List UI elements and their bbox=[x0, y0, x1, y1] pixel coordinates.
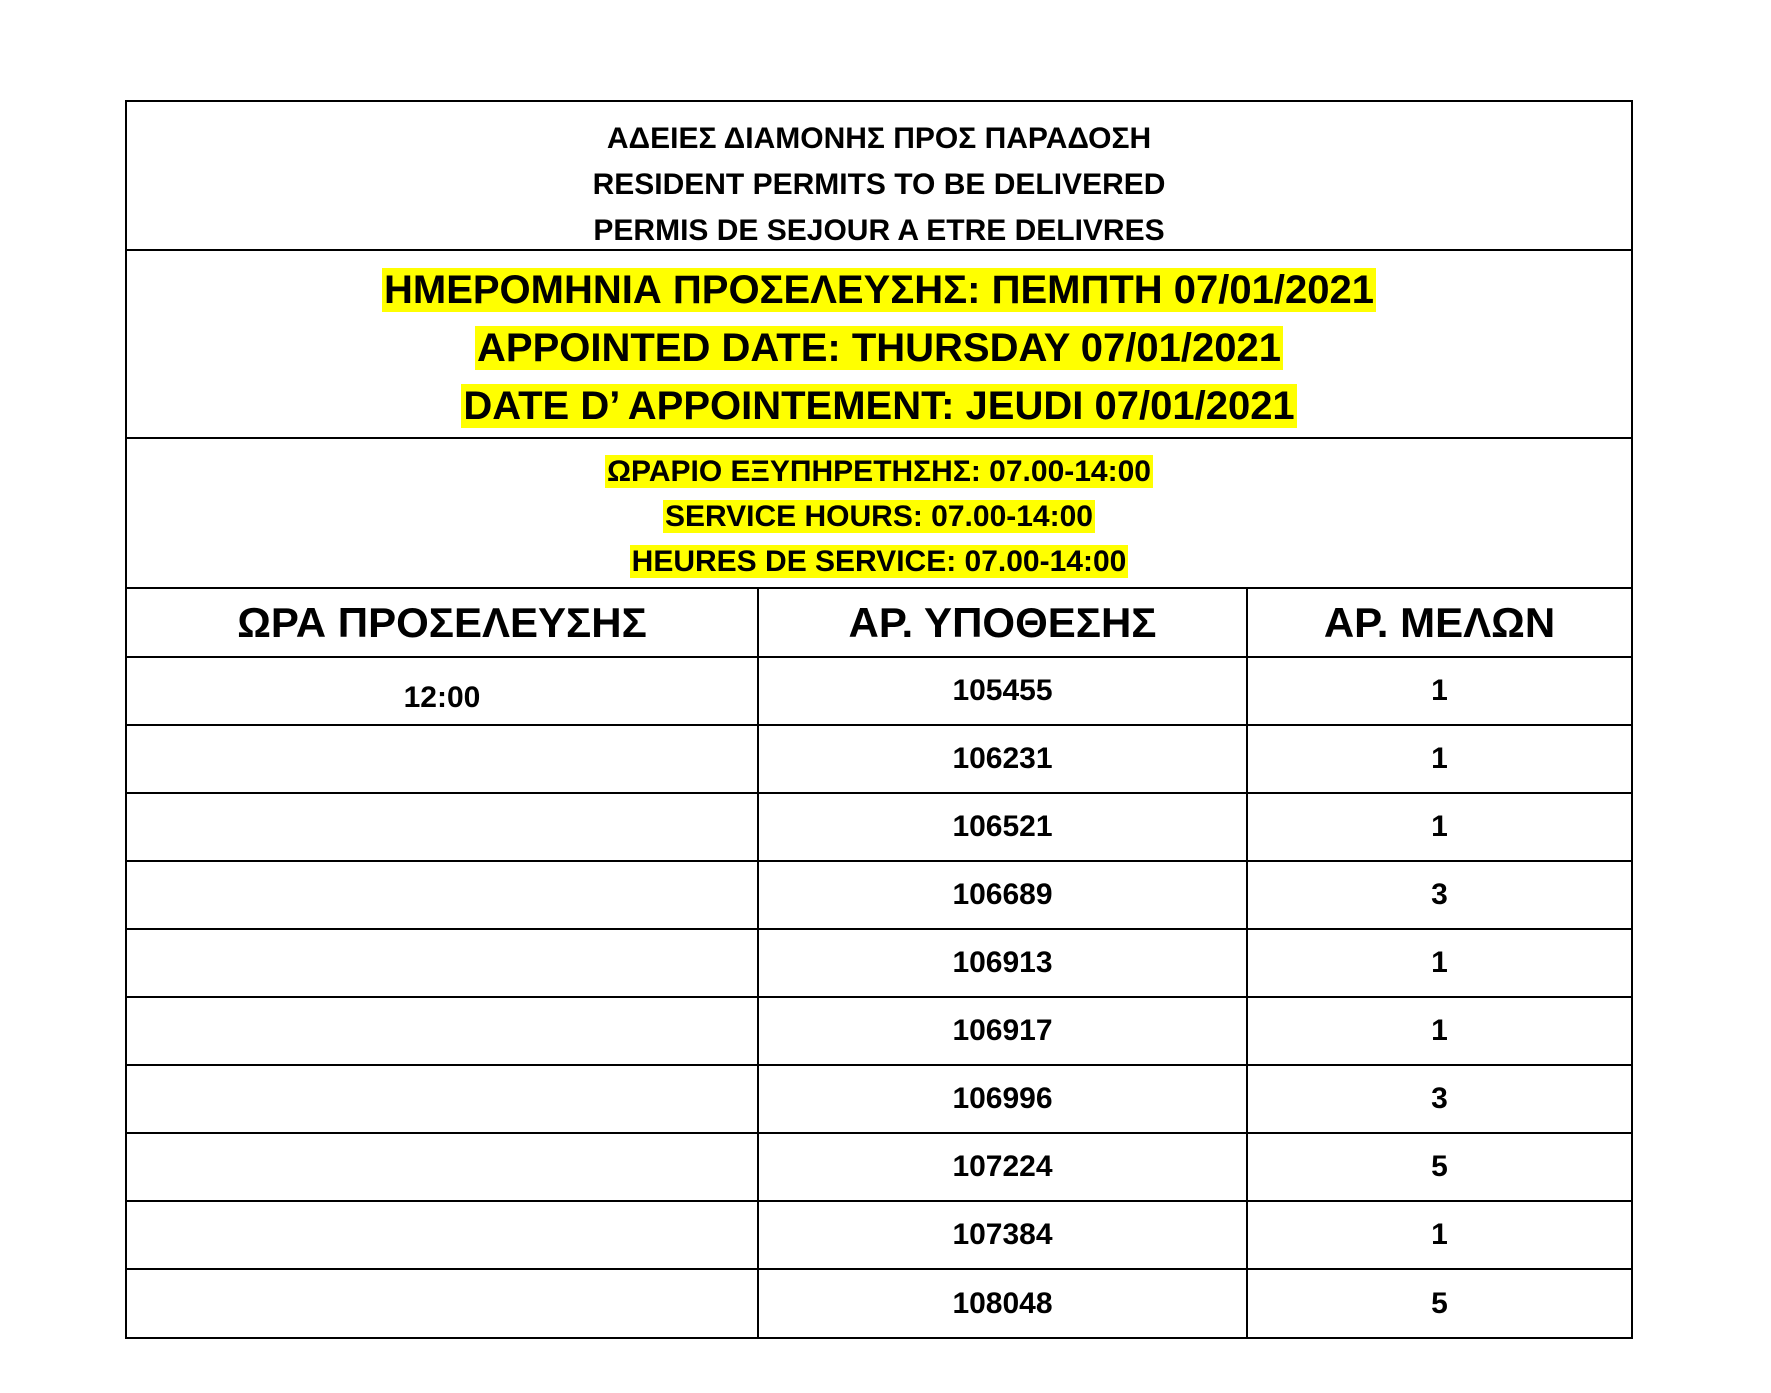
members-cell: 1 bbox=[1247, 657, 1631, 725]
date-english: APPOINTED DATE: THURSDAY 07/01/2021 bbox=[477, 326, 1281, 370]
members-cell: 1 bbox=[1247, 793, 1631, 861]
table-row bbox=[127, 997, 1631, 1065]
time-cell bbox=[127, 929, 758, 997]
case-number-cell: 106917 bbox=[758, 997, 1247, 1065]
table-row bbox=[127, 1133, 1631, 1201]
table-row bbox=[127, 929, 1631, 997]
table-row bbox=[127, 1065, 1631, 1133]
table-row bbox=[127, 725, 1631, 793]
date-french: DATE D’ APPOINTEMENT: JEUDI 07/01/2021 bbox=[463, 384, 1295, 428]
members-cell: 3 bbox=[1247, 1065, 1631, 1133]
case-number-cell: 106231 bbox=[758, 725, 1247, 793]
time-cell bbox=[127, 1201, 758, 1269]
case-number-cell: 106913 bbox=[758, 929, 1247, 997]
members-cell: 5 bbox=[1247, 1133, 1631, 1201]
time-cell bbox=[127, 861, 758, 929]
members-cell: 1 bbox=[1247, 725, 1631, 793]
case-number-cell: 106521 bbox=[758, 793, 1247, 861]
case-number-cell: 106996 bbox=[758, 1065, 1247, 1133]
table-row bbox=[127, 1201, 1631, 1269]
time-cell bbox=[127, 1065, 758, 1133]
hours-english: SERVICE HOURS: 07.00-14:00 bbox=[665, 500, 1093, 533]
title-french: PERMIS DE SEJOUR A ETRE DELIVRES bbox=[593, 214, 1165, 247]
table-header-row bbox=[127, 589, 1631, 657]
column-header-case-number: ΑΡ. ΥΠΟΘΕΣΗΣ bbox=[758, 589, 1247, 657]
permits-document bbox=[125, 100, 1633, 1339]
case-number-cell: 107224 bbox=[758, 1133, 1247, 1201]
appointment-date-block bbox=[127, 251, 1631, 439]
time-cell bbox=[127, 1269, 758, 1337]
hours-greek: ΩΡΑΡΙΟ ΕΞΥΠΗΡΕΤΗΣΗΣ: 07.00-14:00 bbox=[607, 455, 1151, 488]
members-cell: 1 bbox=[1247, 997, 1631, 1065]
table-row bbox=[127, 793, 1631, 861]
date-greek: ΗΜΕΡΟΜΗΝΙΑ ΠΡΟΣΕΛΕΥΣΗΣ: ΠΕΜΠΤΗ 07/01/2021 bbox=[383, 268, 1375, 312]
service-hours-block bbox=[127, 439, 1631, 589]
column-header-time: ΩΡΑ ΠΡΟΣΕΛΕΥΣΗΣ bbox=[127, 589, 758, 657]
time-cell: 12:00 bbox=[127, 657, 758, 725]
case-number-cell: 106689 bbox=[758, 861, 1247, 929]
case-number-cell: 105455 bbox=[758, 657, 1247, 725]
time-cell bbox=[127, 997, 758, 1065]
title-english: RESIDENT PERMITS TO BE DELIVERED bbox=[592, 168, 1166, 201]
table-row bbox=[127, 657, 1631, 725]
members-cell: 1 bbox=[1247, 929, 1631, 997]
column-header-members: ΑΡ. ΜΕΛΩΝ bbox=[1247, 589, 1631, 657]
case-number-cell: 107384 bbox=[758, 1201, 1247, 1269]
title-greek: ΑΔΕΙΕΣ ΔΙΑΜΟΝΗΣ ΠΡΟΣ ΠΑΡΑΔΟΣΗ bbox=[606, 122, 1152, 155]
members-cell: 1 bbox=[1247, 1201, 1631, 1269]
members-cell: 5 bbox=[1431, 1286, 1448, 1320]
hours-french: HEURES DE SERVICE: 07.00-14:00 bbox=[631, 545, 1127, 578]
table-row bbox=[127, 1269, 1631, 1337]
members-cell: 3 bbox=[1247, 861, 1631, 929]
case-number-cell: 108048 bbox=[758, 1269, 1247, 1337]
appointments-table bbox=[127, 589, 1631, 1337]
table-row bbox=[127, 861, 1631, 929]
time-cell bbox=[127, 793, 758, 861]
time-cell bbox=[127, 1133, 758, 1201]
time-cell bbox=[127, 725, 758, 793]
document-title bbox=[127, 102, 1631, 251]
